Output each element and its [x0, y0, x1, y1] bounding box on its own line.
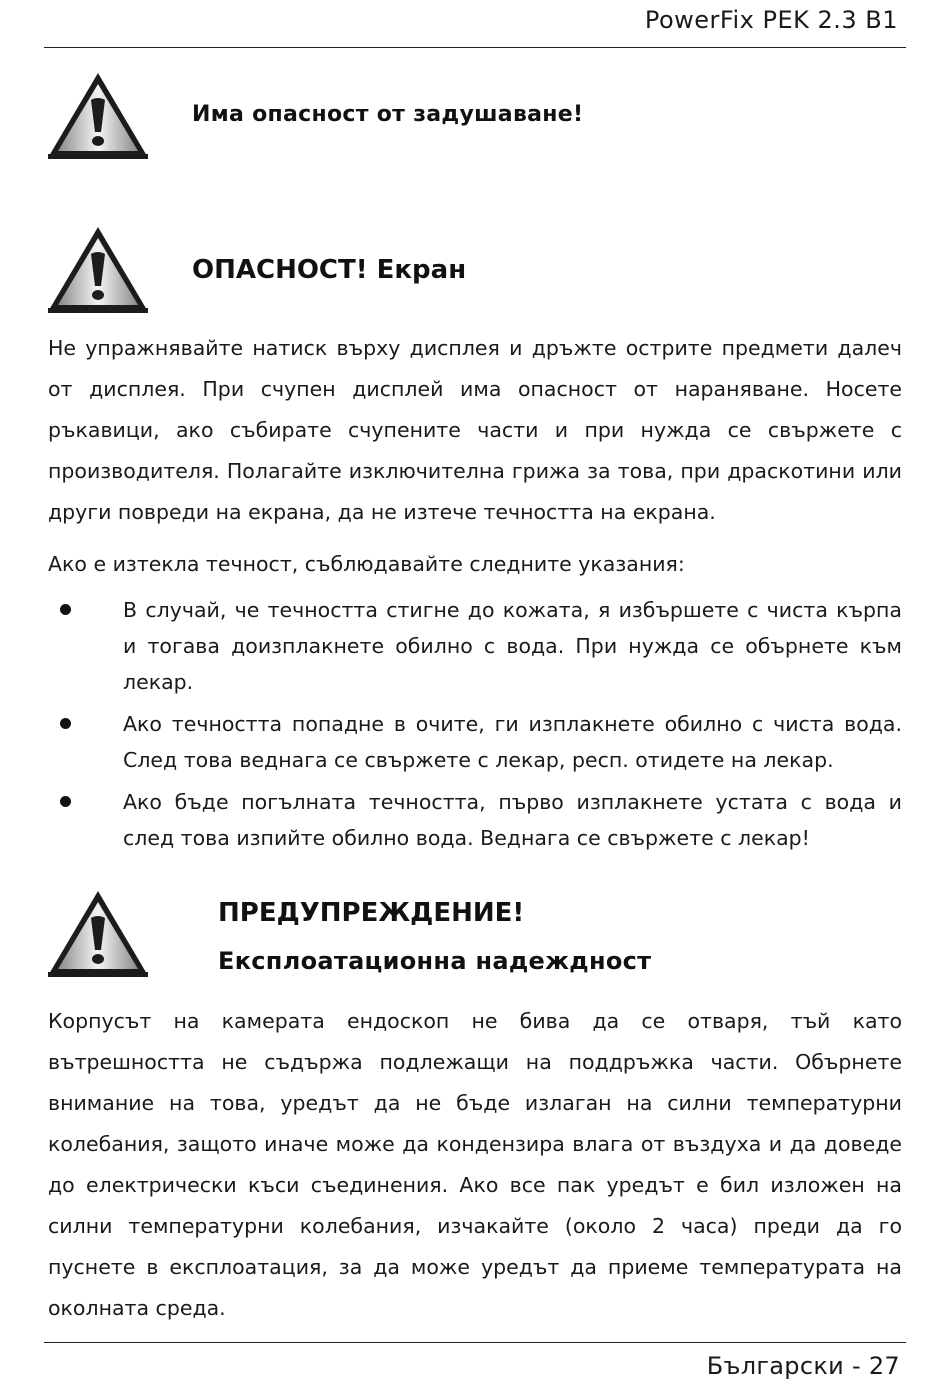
page-header-product: PowerFix PEK 2.3 B1 [644, 6, 898, 34]
operational-reliability-paragraph: Корпусът на камерата ендоскоп не бива да се отваря, тъй като вътрешността не съдържа подлежащи на поддръжка части. Обърнете внимание на това, уредът да не бъде излаган на силни температурни колебания, защото иначе може да кондензира влага от въздуха и да доведе до електрически къси съединения. Ако все пак уредът е бил изложен на силни температурни колебания, изчакайте (около 2 часа) преди да го пуснете в експлоатация, за да може уредът да приеме температурата на околната среда. [48, 1009, 902, 1320]
choking-hazard-heading: Има опасност от задушаване! [192, 102, 584, 127]
screen-danger-heading: ОПАСНОСТ! Екран [192, 255, 467, 285]
operational-reliability-subheading: Експлоатационна надеждност [218, 947, 652, 975]
warning-triangle-icon [46, 224, 150, 314]
bullet-icon [60, 604, 71, 615]
screen-danger-paragraph: Не упражнявайте натиск върху дисплея и дръжте острите предмети далеч от дисплея. При счупен дисплей има опасност от нараняване. Носете ръкавици, ако събирате счупените части и при нужда се свържете с производителя. Полагайте изключителна грижа за това, при драскотини или други повреди на екрана, да не изтече течността на екрана. [48, 336, 902, 524]
list-item-text: Ако течността попадне в очите, ги изплакнете обилно с чиста вода. След това веднага се свържете с лекар, респ. отидете на лекар. [123, 712, 902, 772]
leak-instructions-list [48, 592, 902, 862]
warning-triangle-icon [46, 70, 150, 160]
list-item-text: В случай, че течността стигне до кожата, я избършете с чиста кърпа и тогава доизплакнете обилно с вода. При нужда се обърнете към лекар. [123, 598, 902, 694]
warning-triangle-icon [46, 888, 150, 978]
list-item [48, 706, 902, 778]
footer-divider [44, 1342, 906, 1343]
list-item [48, 784, 902, 856]
page-footer-label: Български - 27 [706, 1352, 900, 1380]
leak-instructions-intro: Ако е изтекла течност, съблюдавайте следните указания: [48, 552, 685, 576]
list-item-text: Ако бъде погълната течността, първо изплакнете устата с вода и след това изпийте обилно вода. Веднага се свържете с лекар! [123, 790, 902, 850]
list-item [48, 592, 902, 700]
bullet-icon [60, 796, 71, 807]
header-divider [44, 47, 906, 48]
warning-heading: ПРЕДУПРЕЖДЕНИЕ! [218, 898, 525, 928]
bullet-icon [60, 718, 71, 729]
